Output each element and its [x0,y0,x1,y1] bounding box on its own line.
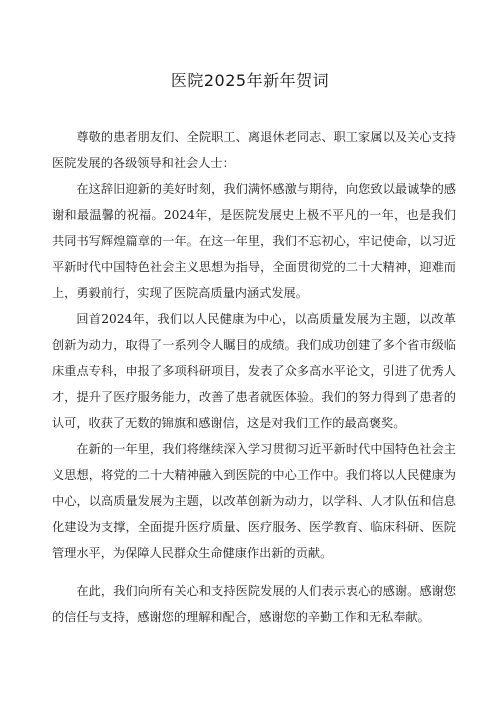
paragraph-review-2024: 回首2024年，我们以人民健康为中心，以高质量发展为主题，以改革创新为动力，取得了一系列令人瞩目的成绩。我们成功创建了多个省市级临床重点专科，申报了多项科研项目，发表了众多高水平论文，引进了优秀人才，提升了医疗服务能力，改善了患者就医体验。我们的努力得到了患者的认可，收获了无数的锦旗和感谢信，这是对我们工作的最高褒奖。 [52,312,456,430]
paragraph-thanks: 在此，我们向所有关心和支持医院发展的人们表示衷心的感谢。感谢您的信任与支持，感谢您的理解和配合，感谢您的辛勤工作和无私奉献。 [52,584,456,624]
document-body [52,124,456,630]
paragraph-greeting: 在这辞旧迎新的美好时刻，我们满怀感激与期待，向您致以最诚挚的感谢和最温馨的祝福。2024年，是医院发展史上极不平凡的一年，也是我们共同书写辉煌篇章的一年。在这一年里，我们不忘初心，牢记使命，以习近平新时代中国特色社会主义思想为指导，全面贯彻党的二十大精神，迎难而上，勇毅前行，实现了医院高质量内涵式发展。 [52,182,456,300]
paragraph-salutation: 尊敬的患者朋友们、全院职工、离退休老同志、职工家属以及关心支持医院发展的各级领导和社会人士： [52,130,456,170]
paragraph-new-year-plan: 在新的一年里，我们将继续深入学习贯彻习近平新时代中国特色社会主义思想，将党的二十大精神融入到医院的中心工作中。我们将以人民健康为中心，以高质量发展为主题，以改革创新为动力，以学科、人才队伍和信息化建设为支撑，全面提升医疗质量、医疗服务、医学教育、临床科研、医院管理水平，为保障人民群众生命健康作出新的贡献。 [52,442,456,560]
document-title: 医院2025年新年贺词 [170,71,330,90]
